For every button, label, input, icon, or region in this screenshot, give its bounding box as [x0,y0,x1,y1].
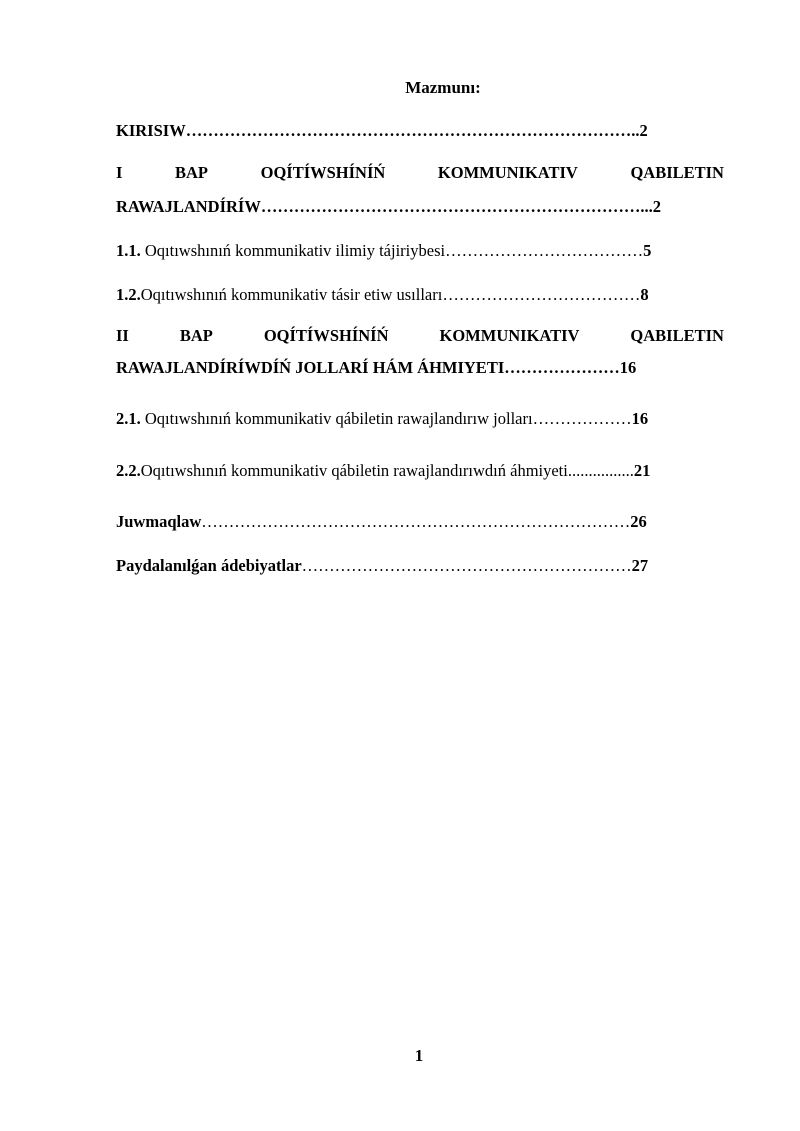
toc-entry-label: RAWAJLANDÍRÍW [116,197,261,216]
toc-page-number: 2 [639,121,648,140]
toc-chapter-1-continuation [116,196,724,218]
toc-chapter-2-heading [116,325,724,347]
toc-leader-dots: ................ [567,461,634,480]
chapter-word: II [116,326,129,345]
toc-entry-paydalanilgan-adebiyatlar [116,555,724,577]
toc-entry-number: 2.2. [116,461,141,480]
chapter-word: KOMMUNIKATIV [437,163,578,182]
toc-page-number: 2 [652,197,661,216]
toc-entry-label: Oqıtıwshınıń kommunikativ qábiletin rawajlandırıwdıń áhmiyeti [140,461,568,480]
toc-page-number: 26 [630,512,647,531]
chapter-word: BAP [179,326,213,345]
toc-entry-juwmaqlaw [116,511,724,533]
toc-leader-dots: ……………………………………………………………………….. [185,121,640,140]
chapter-word: QABILETIN [630,163,724,182]
toc-chapter-2-continuation [116,357,724,379]
toc-entry-kirisiw [116,120,724,142]
chapter-word: BAP [175,163,209,182]
toc-leader-dots: ……………………………………………………………... [260,197,653,216]
toc-leader-dots: ………………… [504,358,620,377]
page-number: 1 [414,1046,424,1065]
toc-chapter-1-heading [116,162,724,184]
toc-leader-dots: ……………………………… [445,241,644,260]
toc-entry-number: 1.1. [116,241,141,260]
toc-leader-dots: ……………… [532,409,632,428]
toc-page-number: 5 [643,241,652,260]
chapter-word: KOMMUNIKATIV [439,326,580,345]
chapter-word: I [116,163,123,182]
toc-page-number: 27 [631,556,649,575]
toc-entry-2-2 [116,460,724,482]
toc-entry-label: Juwmaqlaw [116,512,202,531]
toc-entry-label: Oqıtıwshınıń kommunikativ tásir etiw usılları [140,285,443,304]
chapter-word: OQÍTÍWSHÍNÍŃ [263,326,389,345]
toc-entry-label: RAWAJLANDÍRÍWDÍŃ JOLLARÍ HÁM ÁHMIYETI [116,358,505,377]
toc-entry-2-1 [116,408,724,430]
toc-entry-label: Oqıtıwshınıń kommunikativ ilimiy tájiriybesi [140,241,446,260]
toc-page-number: 8 [640,285,649,304]
toc-title: Mazmunı: [405,78,481,97]
toc-leader-dots: ……………………………… [442,285,641,304]
toc-leader-dots: …………………………………………………………………… [201,512,631,531]
toc-page-number: 21 [633,461,651,480]
toc-entry-1-2 [116,284,724,306]
chapter-word: QABILETIN [630,326,724,345]
toc-entry-number: 2.1. [116,409,141,428]
toc-page-number: 16 [631,409,649,428]
toc-entry-label: Oqıtıwshınıń kommunikativ qábiletin rawajlandırıw jolları [140,409,533,428]
toc-page-number: 16 [619,358,637,377]
toc-entry-number: 1.2. [116,285,141,304]
toc-entry-label: KIRISIW [116,121,186,140]
toc-entry-label: Paydalanılǵan ádebiyatlar [116,556,302,575]
toc-entry-1-1 [116,240,724,262]
chapter-word: OQÍTÍWSHÍNÍŃ [260,163,386,182]
toc-leader-dots: …………………………………………………… [301,556,632,575]
